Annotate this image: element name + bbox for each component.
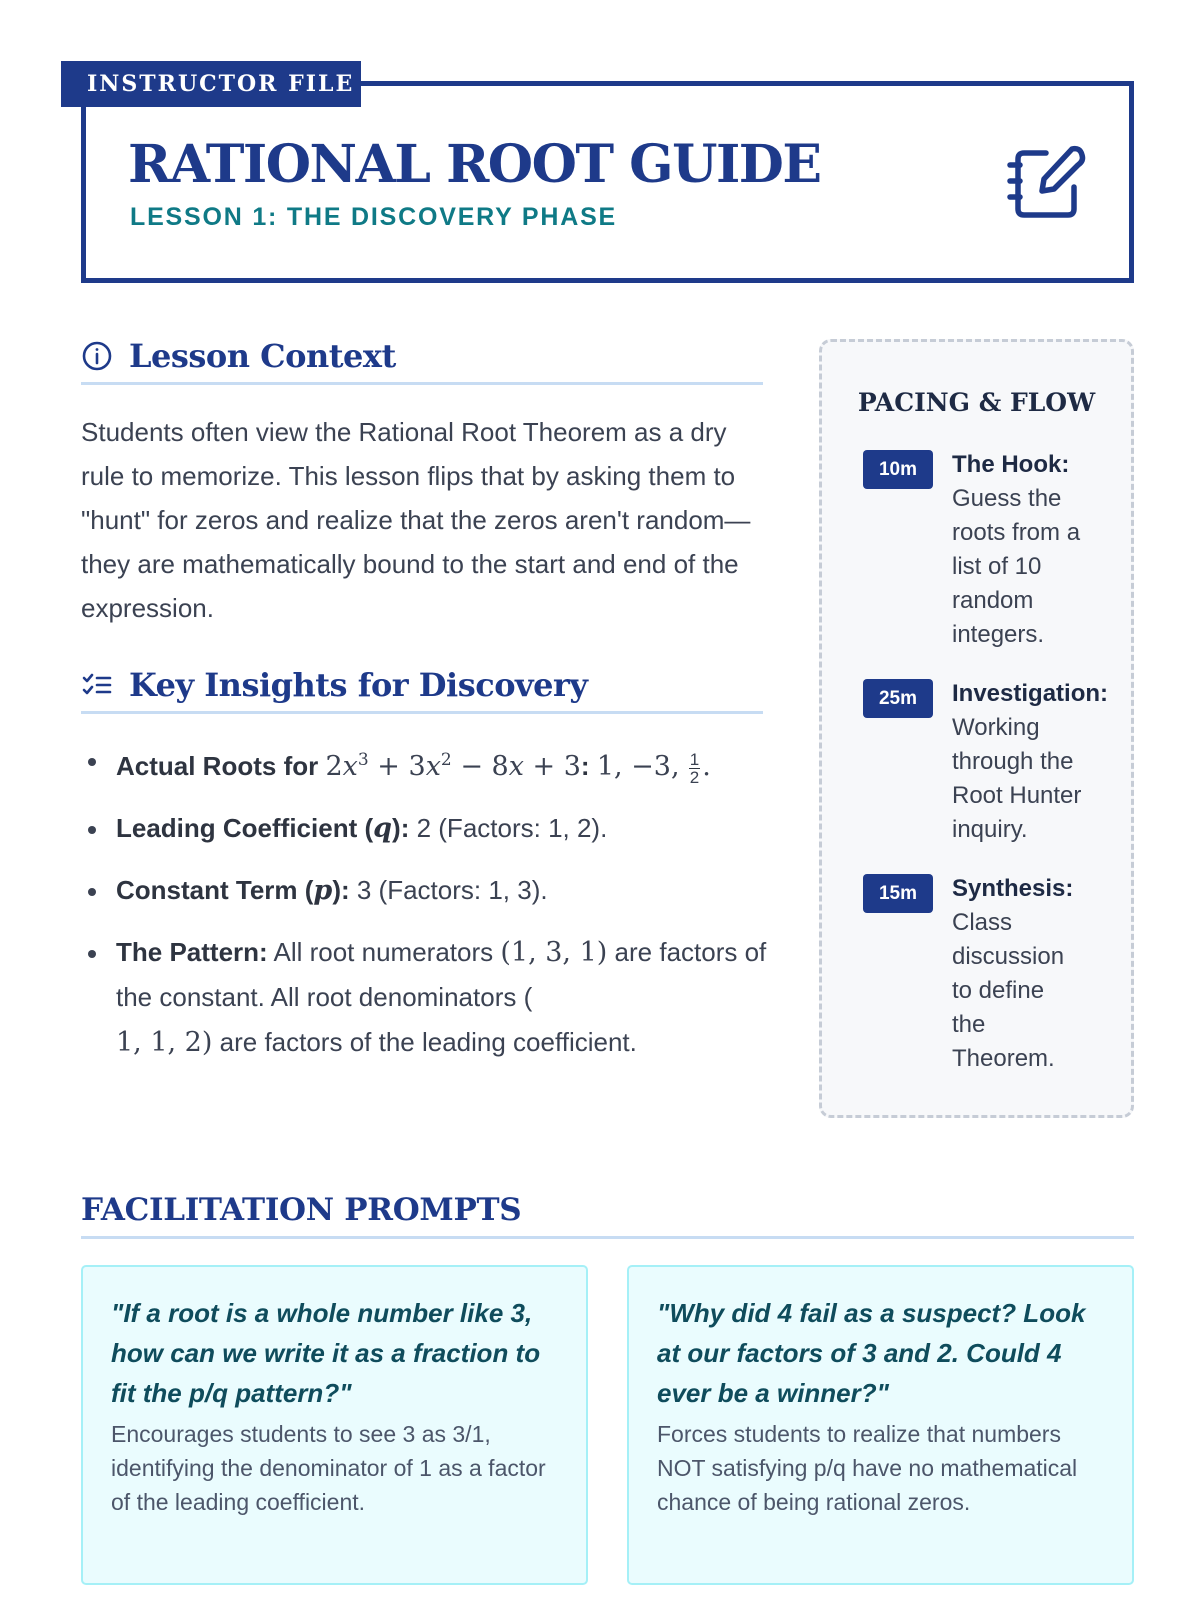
insight-text: 3 (Factors: 1, 3).	[356, 875, 548, 905]
list-item: Actual Roots for $2x^3 + 3x^2 - 8x + 3$: 1, −3, $\frac{1}{2}$ .	[81, 738, 771, 789]
insight-label: Leading Coefficient (q):	[116, 813, 410, 844]
pacing-item: 15m Synthesis: Class discussion to define the Theorem.	[863, 872, 1073, 1076]
pacing-panel	[819, 339, 1134, 1118]
time-badge: 10m	[863, 450, 933, 489]
lesson-context-body: Students often view the Rational Root Theorem as a dry rule to memorize. This lesson flips that by asking them to "hunt" for zeros and realize that the zeros aren't random—they are mathematically bound to the start and end of the expression.	[81, 417, 751, 623]
list-item	[81, 868, 771, 913]
checklist-icon	[81, 668, 115, 702]
pacing-item: 10m The Hook: Guess the roots from a list of 10 random integers.	[863, 448, 1080, 652]
list-item	[81, 806, 771, 851]
pacing-title: PACING & FLOW	[857, 388, 1096, 417]
prompt-note: Forces students to realize that numbers NOT satisfying p/q have no mathematical chance of being rational zeros.	[657, 1421, 1078, 1515]
insight-label: The Pattern:	[116, 937, 268, 967]
page-title: RATIONAL ROOT GUIDE	[128, 134, 821, 195]
list-item: The Pattern: All root numerators (1, 3, 1) are factors of the constant. All root denominators ( 1, 1, 2) are factors of the leading coefficient.	[81, 930, 771, 1065]
notebook-pen-icon	[1006, 141, 1088, 223]
info-circle-icon	[81, 339, 115, 373]
key-insights-list	[81, 738, 771, 1082]
facilitation-prompts-heading: FACILITATION PROMPTS	[81, 1185, 1134, 1239]
page-subtitle: LESSON 1: THE DISCOVERY PHASE	[130, 203, 618, 231]
insight-text: 2 (Factors: 1, 2).	[416, 813, 608, 843]
insight-label: Actual Roots for	[116, 751, 319, 781]
polynomial-expression: $2x^3 + 3x^2 - 8x + 3$	[325, 750, 581, 782]
header-box	[81, 81, 1134, 283]
pacing-label: The Hook:	[952, 451, 1070, 478]
prompt-quote: "Why did 4 fail as a suspect? Look at our factors of 3 and 2. Could 4 ever be a winner?"	[657, 1298, 1086, 1408]
insight-label: Constant Term (p):	[116, 875, 350, 906]
prompt-note: Encourages students to see 3 as 3/1, identifying the denominator of 1 as a factor of the leading coefficient.	[111, 1421, 546, 1515]
time-badge: 15m	[863, 874, 933, 913]
pacing-item: 25m Investigation: Working through the Root Hunter inquiry.	[863, 677, 1108, 847]
prompt-card	[627, 1265, 1134, 1585]
prompt-card	[81, 1265, 588, 1585]
roots-list: 1, −3,	[596, 751, 680, 782]
pacing-label: Investigation:	[952, 680, 1109, 707]
instructor-file-tab: INSTRUCTOR FILE	[61, 61, 361, 107]
pacing-label: Synthesis:	[952, 875, 1074, 902]
key-insights-header	[81, 658, 763, 714]
fraction-one-half: $\frac{1}{2}$	[689, 749, 700, 787]
time-badge: 25m	[863, 679, 933, 718]
prompt-quote: "If a root is a whole number like 3, how can we write it as a fraction to fit the p/q pattern?"	[111, 1298, 541, 1408]
lesson-context-heading: Lesson Context	[129, 336, 396, 375]
lesson-context-header	[81, 329, 763, 385]
key-insights-heading: Key Insights for Discovery	[129, 665, 588, 704]
